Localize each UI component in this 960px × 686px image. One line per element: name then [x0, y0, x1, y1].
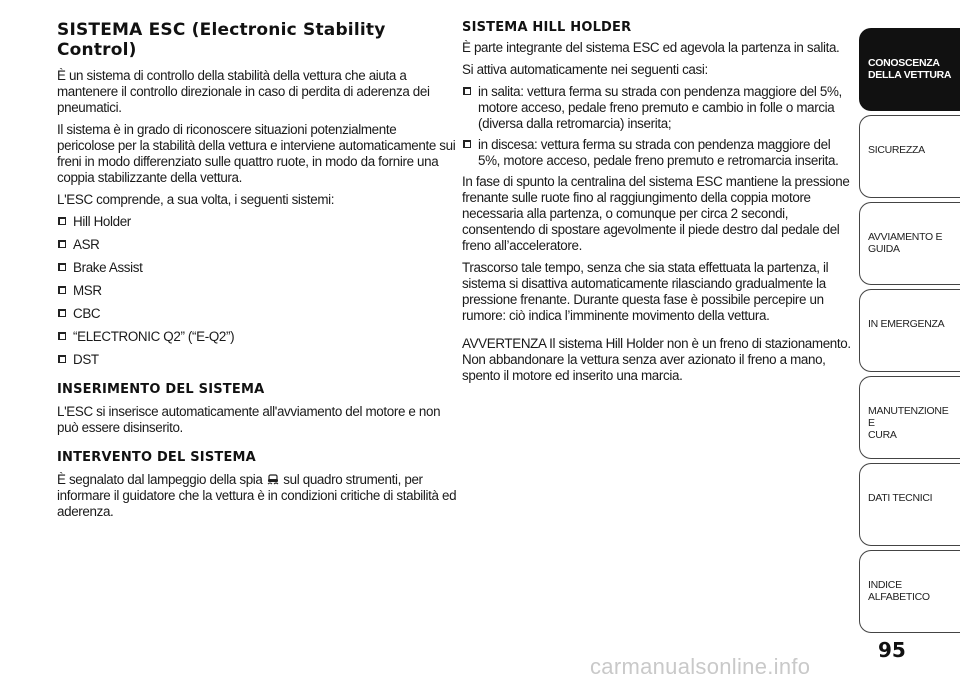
watermark: carmanualsonline.info [590, 654, 811, 679]
esc-description: Il sistema è in grado di riconoscere situazioni potenzialmente pericolose per la stabilità della vettura e interviene automaticamente sui freni in modo differenziato sulle quattro ruote, in modo da fornire una coppia stabilizzante della vettura. [57, 122, 456, 185]
list-item: DST [57, 352, 457, 368]
chapter-nav [859, 28, 960, 637]
tab-avviamento[interactable]: AVVIAMENTO E GUIDA [859, 202, 960, 285]
hill-holder-cases-intro: Si attiva automaticamente nei seguenti casi: [462, 62, 708, 77]
list-item: ASR [57, 237, 457, 253]
list-item: in salita: vettura ferma su strada con pendenza maggiore del 5%, motore acceso, pedale freno premuto e cambio in folle o marcia (diversa dalla retromarcia) inserita; [462, 84, 852, 132]
activation-heading: INSERIMENTO DEL SISTEMA [57, 382, 265, 397]
hill-holder-title: SISTEMA HILL HOLDER [462, 20, 632, 35]
tab-sicurezza[interactable]: SICUREZZA [859, 115, 960, 198]
esc-systems-intro: L'ESC comprende, a sua volta, i seguenti sistemi: [57, 192, 335, 207]
list-item: “ELECTRONIC Q2” (“E-Q2”) [57, 329, 457, 345]
checkbox-bullet-icon [463, 140, 471, 148]
right-column [462, 20, 852, 390]
list-item: Brake Assist [57, 260, 457, 276]
hill-holder-intro: È parte integrante del sistema ESC ed agevola la partenza in salita. [462, 40, 840, 55]
checkbox-bullet-icon [463, 87, 471, 95]
esc-intro: È un sistema di controllo della stabilità della vettura che aiuta a mantenere il controllo direzionale in caso di perdita di aderenza dei pneumatici. [57, 68, 430, 115]
hill-holder-warning: AVVERTENZA Il sistema Hill Holder non è un freno di stazionamento. Non abbandonare la vettura senza aver azionato il freno a mano, spento il motore ed inserito una marcia. [462, 336, 851, 383]
checkbox-bullet-icon [58, 309, 66, 317]
list-item: in discesa: vettura ferma su strada con pendenza maggiore del 5%, motore acceso, pedale freno premuto e retromarcia inserita. [462, 137, 852, 169]
checkbox-bullet-icon [58, 332, 66, 340]
intervention-text: È segnalato dal lampeggio della spia sul quadro strumenti, per informare il guidatore che la vettura è in condizioni critiche di stabilità ed aderenza. [57, 472, 457, 519]
intervention-heading: INTERVENTO DEL SISTEMA [57, 450, 256, 465]
list-item: MSR [57, 283, 457, 299]
tab-indice[interactable]: INDICE ALFABETICO [859, 550, 960, 633]
checkbox-bullet-icon [58, 355, 66, 363]
activation-text: L'ESC si inserisce automaticamente all'avviamento del motore e non può essere disinserito. [57, 404, 441, 435]
hill-holder-release-text: Trascorso tale tempo, senza che sia stata effettuata la partenza, il sistema si disattiva automaticamente rilasciando gradualmente la pressione frenante. Durante questa fase è possibile percepire un rumore: ciò indica l’imminente movimento della vettura. [462, 260, 829, 323]
tab-emergenza[interactable]: IN EMERGENZA [859, 289, 960, 372]
esc-systems-list [57, 214, 457, 368]
list-item: Hill Holder [57, 214, 457, 230]
page-number: 95 [878, 638, 906, 662]
list-item: CBC [57, 306, 457, 322]
checkbox-bullet-icon [58, 217, 66, 225]
esc-warning-light-icon [266, 473, 280, 487]
hill-holder-pressure-text: In fase di spunto la centralina del sistema ESC mantiene la pressione frenante sulle ruote fino al raggiungimento della coppia motore necessaria alla partenza, o comunque per circa 2 secondi, consentendo di spostare agevolmente il piede destro dal pedale del freno all’acceleratore. [462, 174, 850, 253]
checkbox-bullet-icon [58, 263, 66, 271]
hill-holder-cases-list [462, 84, 852, 169]
esc-title: SISTEMA ESC (Electronic Stability Control) [57, 20, 386, 60]
left-column [57, 20, 457, 526]
tab-conoscenza[interactable]: CONOSCENZA DELLA VETTURA [859, 28, 960, 111]
checkbox-bullet-icon [58, 286, 66, 294]
tab-dati-tecnici[interactable]: DATI TECNICI [859, 463, 960, 546]
tab-manutenzione[interactable]: MANUTENZIONE E CURA [859, 376, 960, 459]
checkbox-bullet-icon [58, 240, 66, 248]
